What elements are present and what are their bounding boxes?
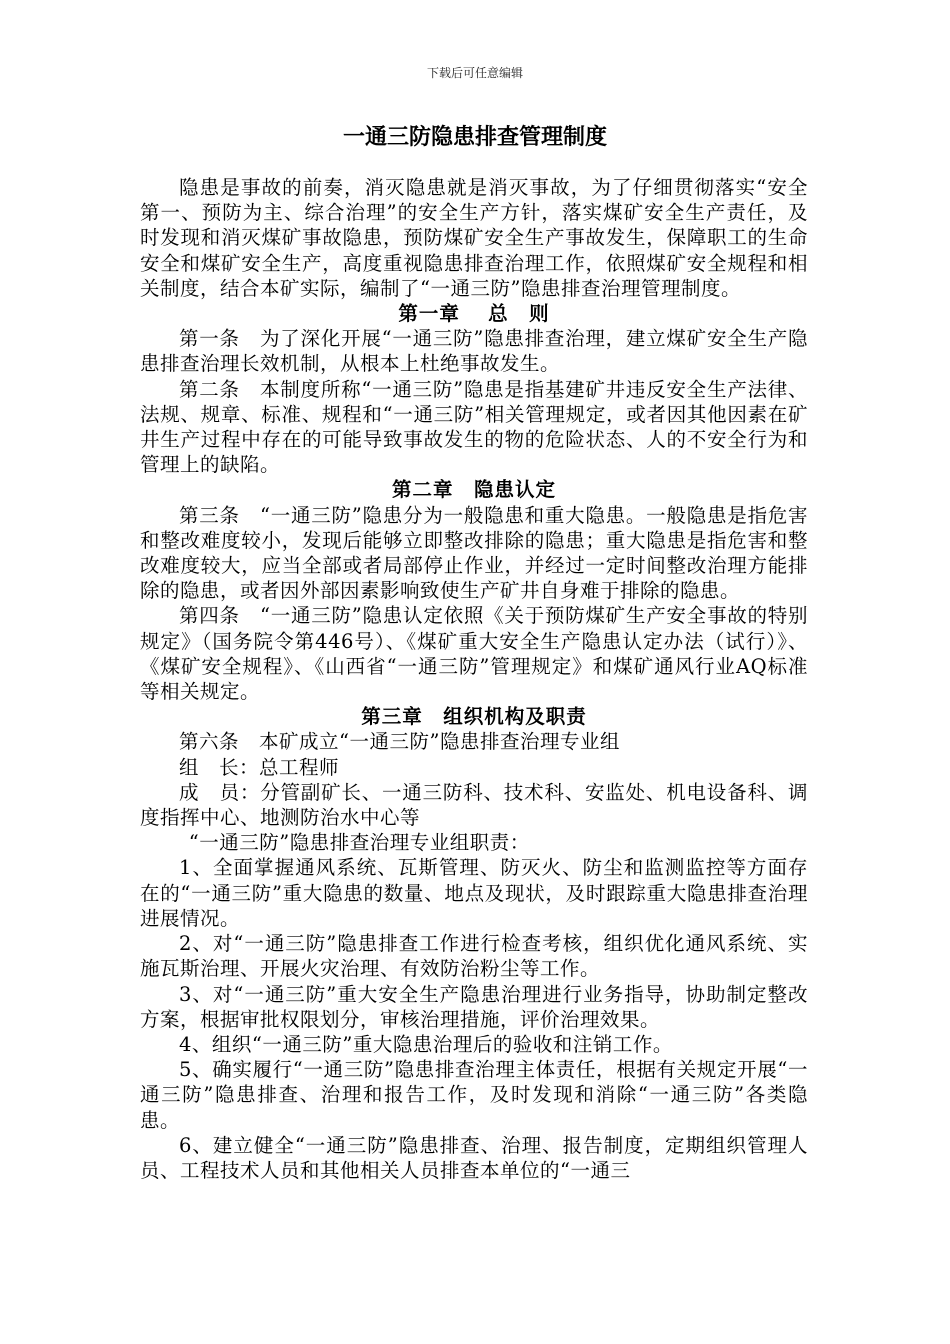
chapter-1-heading: 第一章 总 则 xyxy=(398,302,550,326)
group-leader: 组 长：总工程师 xyxy=(179,755,340,779)
duty-item: 1、全面掌握通风系统、瓦斯管理、防灭火、防尘和监测监控等方面存在的“一通三防”重大隐患的数量、地点及现状，及时跟踪重大隐患排查治理进展情况。 xyxy=(140,856,808,930)
article-2: 第二条 本制度所称“一通三防”隐患是指基建矿井违反安全生产法律、法规、规章、标准、规程和“一通三防”相关管理规定，或者因其他因素在矿井生产过程中存在的可能导致事故发生的物的危险状态、人的不安全行为和管理上的缺陷。 xyxy=(140,377,808,477)
duty-item: 3、对“一通三防”重大安全生产隐患治理进行业务指导，协助制定整改方案，根据审批权限划分，审核治理措施，评价治理效果。 xyxy=(140,982,808,1031)
article-6: 第六条 本矿成立“一通三防”隐患排查治理专业组 xyxy=(179,730,620,754)
document-body xyxy=(140,175,808,1183)
chapter-3-heading: 第三章 组织机构及职责 xyxy=(361,705,587,729)
chapter-2-heading: 第二章 隐患认定 xyxy=(391,478,556,502)
duty-item: 4、组织“一通三防”重大隐患治理后的验收和注销工作。 xyxy=(179,1032,673,1056)
duties-heading: “一通三防”隐患排查治理专业组职责： xyxy=(188,831,530,855)
article-3: 第三条 “一通三防”隐患分为一般隐患和重大隐患。一般隐患是指危害和整改难度较小，发现后能够立即整改排除的隐患；重大隐患是指危害和整改难度较大，应当全部或者局部停止作业，并经过一定时间整改治理方能排除的隐患，或者因外部因素影响致使生产矿井自身难于排除的隐患。 xyxy=(140,503,808,603)
duty-item: 2、对“一通三防”隐患排查工作进行检查考核，组织优化通风系统、实施瓦斯治理、开展火灾治理、有效防治粉尘等工作。 xyxy=(140,932,808,981)
article-4: 第四条 “一通三防”隐患认定依照《关于预防煤矿生产安全事故的特别规定》（国务院令第446号）、《煤矿重大安全生产隐患认定办法（试行）》、《煤矿安全规程》、《山西省“一通三防”管理规定》和煤矿通风行业AQ标准等相关规定。 xyxy=(140,604,808,704)
duty-item: 5、确实履行“一通三防”隐患排查治理主体责任，根据有关规定开展“一通三防”隐患排查、治理和报告工作，及时发现和消除“一通三防”各类隐患。 xyxy=(140,1058,808,1132)
group-members: 成 员：分管副矿长、一通三防科、技术科、安监处、机电设备科、调度指挥中心、地测防治水中心等 xyxy=(140,780,808,830)
duty-item: 6、建立健全“一通三防”隐患排查、治理、报告制度，定期组织管理人员、工程技术人员和其他相关人员排查本单位的“一通三 xyxy=(140,1133,808,1182)
document-title: 一通三防隐患排查管理制度 xyxy=(342,124,607,150)
page-header-note: 下载后可任意编辑 xyxy=(426,66,523,80)
article-1: 第一条 为了深化开展“一通三防”隐患排查治理，建立煤矿安全生产隐患排查治理长效机制，从根本上杜绝事故发生。 xyxy=(140,327,808,376)
intro-paragraph: 隐患是事故的前奏，消灭隐患就是消灭事故，为了仔细贯彻落实“安全第一、预防为主、综合治理”的安全生产方针，落实煤矿安全生产责任，及时发现和消灭煤矿事故隐患，预防煤矿安全生产事故发生，保障职工的生命安全和煤矿安全生产，高度重视隐患排查治理工作，依照煤矿安全规程和相关制度，结合本矿实际，编制了“一通三防”隐患排查治理管理制度。 xyxy=(140,176,808,300)
